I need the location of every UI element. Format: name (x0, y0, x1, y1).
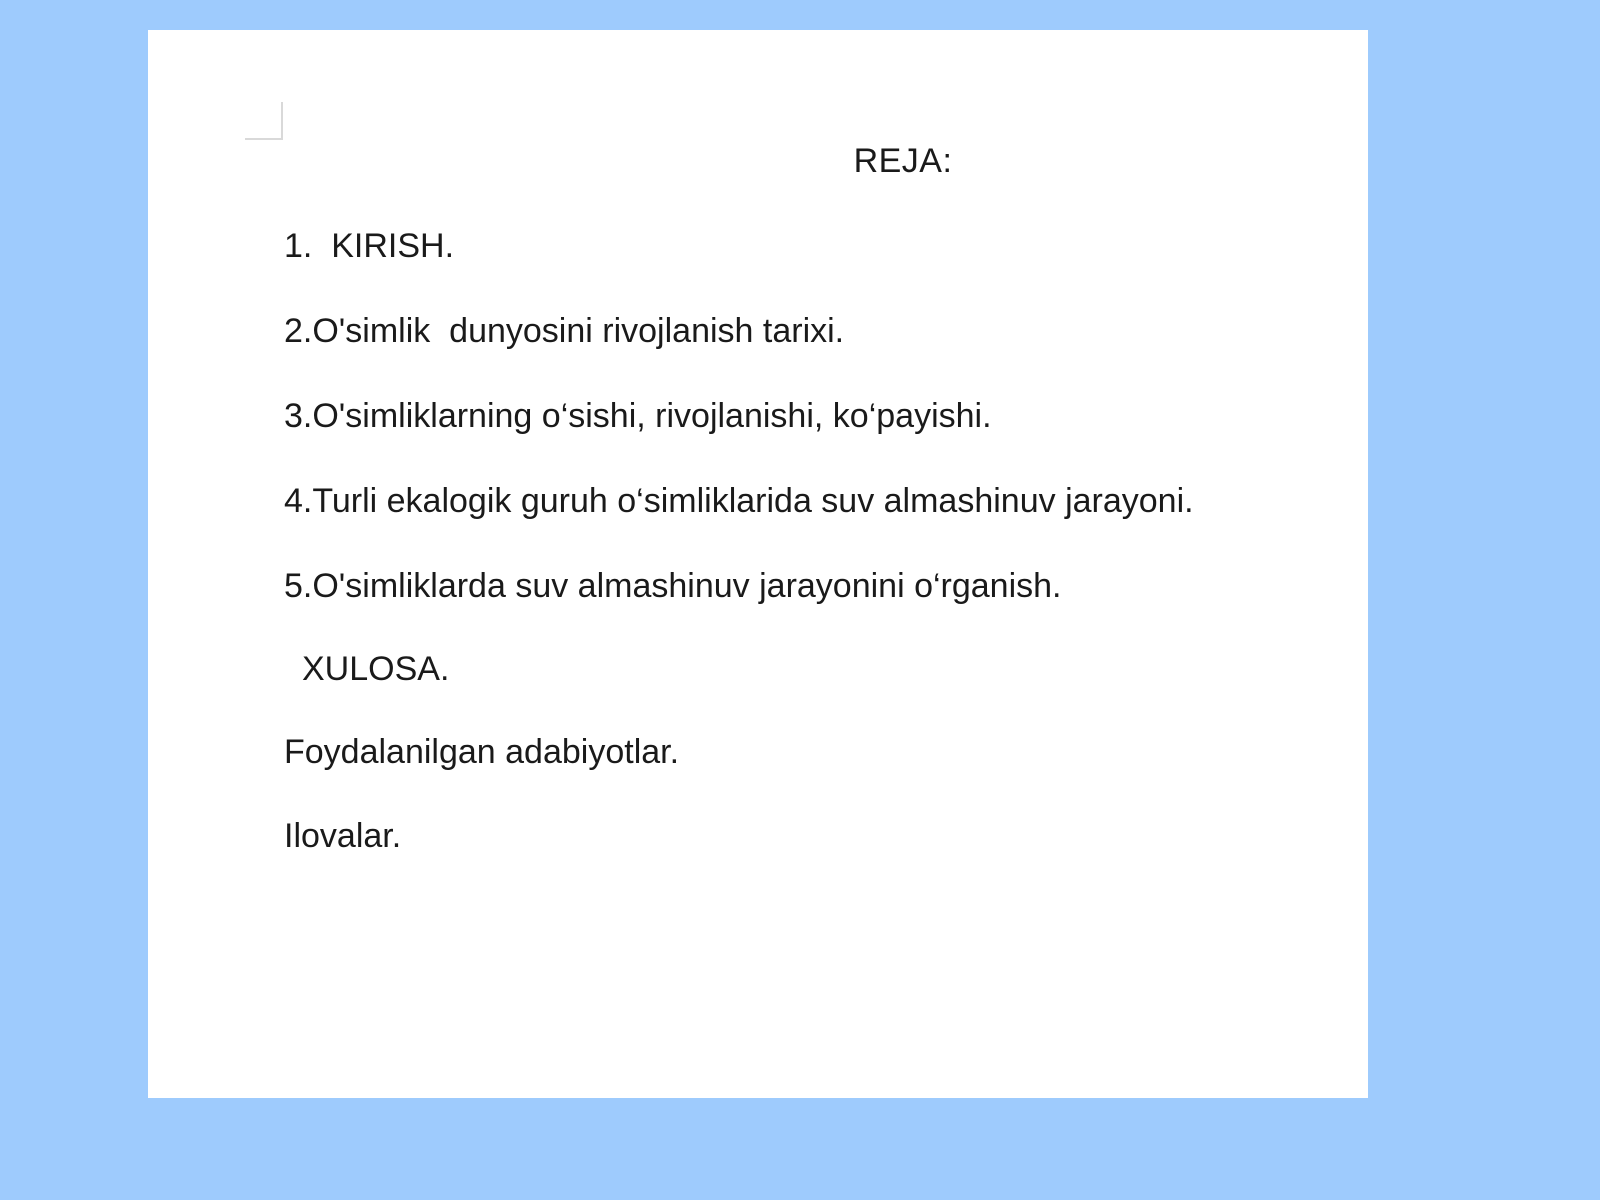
page-title: REJA: (853, 142, 953, 180)
list-item-conclusion: XULOSA. (302, 650, 450, 688)
list-item-appendices: Ilovalar. (284, 817, 402, 855)
list-item-2: 2.O'simlik dunyosini rivojlanish tarixi. (284, 312, 845, 350)
list-item-4: 4.Turli ekalogik guruh o‘simliklarida suv almashinuv jarayoni. (284, 482, 1194, 520)
list-item-intro: 1. KIRISH. (284, 227, 455, 265)
list-item-references: Foydalanilgan adabiyotlar. (284, 733, 680, 771)
list-item-3: 3.O'simliklarning o‘sishi, rivojlanishi, ko‘payishi. (284, 397, 992, 435)
page-corner-marker (245, 102, 283, 140)
document-page (148, 30, 1368, 1098)
list-item-5: 5.O'simliklarda suv almashinuv jarayonini o‘rganish. (284, 567, 1062, 605)
